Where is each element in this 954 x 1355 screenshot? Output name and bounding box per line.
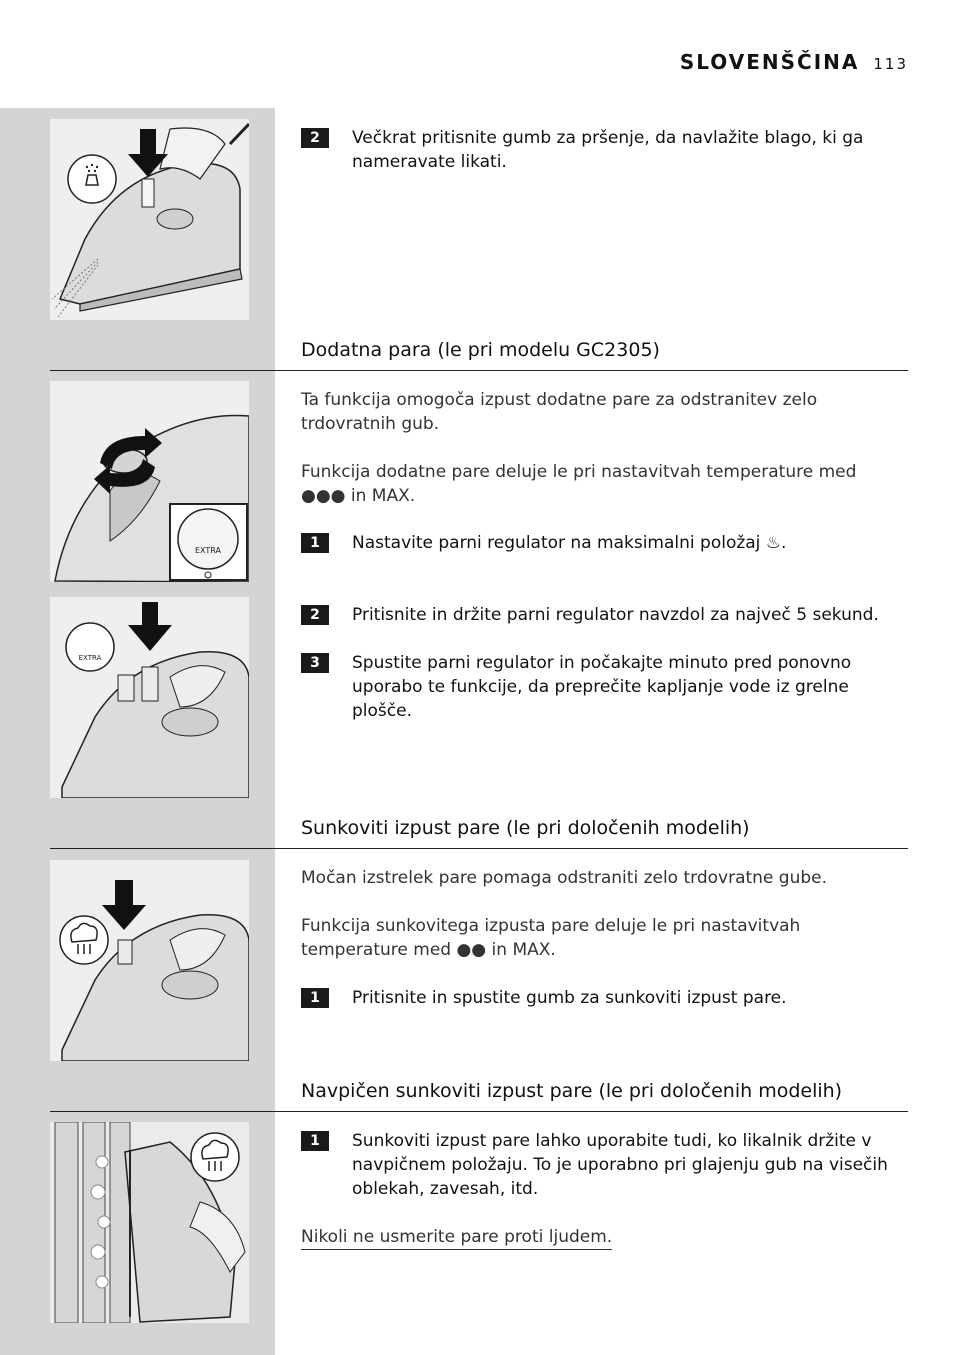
step-text: Večkrat pritisnite gumb za pršenje, da navlažite blago, ki ga nameravate likati. [352,128,864,172]
step-vertical-shot-1 [301,1129,906,1201]
step-extra-steam-3 [301,651,906,723]
intro-paragraph: Ta funkcija omogoča izpust dodatne pare za odstranitev zelo trdovratnih gub. [301,390,818,434]
intro-paragraph: Funkcija dodatne pare deluje le pri nastavitvah temperature med ●●● in MAX. [301,462,857,506]
section-divider [50,370,908,371]
figure-spray-button [50,119,249,320]
section-divider [50,1111,908,1112]
section-heading-extra-steam: Dodatna para (le pri modelu GC2305) [301,339,660,361]
step-spray [301,126,906,174]
section-heading-shot-of-steam: Sunkoviti izpust pare (le pri določenih modelih) [301,817,750,839]
step-number: 2 [301,128,329,148]
section-divider [50,848,908,849]
intro-paragraph: Močan izstrelek pare pomaga odstraniti zelo trdovratne gube. [301,868,828,888]
language-title: SLOVENŠČINA [679,50,860,74]
dial-extra-label: EXTRA [195,546,221,555]
step-text: Pritisnite in spustite gumb za sunkoviti izpust pare. [352,988,787,1008]
step-number: 1 [301,988,329,1008]
step-number: 3 [301,653,329,673]
figure-shot-of-steam [50,860,249,1061]
step-text: Sunkoviti izpust pare lahko uporabite tudi, ko likalnik držite v navpičnem položaju. To je uporabno pri glajenju gub na visečih oblekah, zavesah, itd. [352,1131,888,1199]
page-number: 113 [873,55,908,73]
step-text: Spustite parni regulator in počakajte minuto pred ponovno uporabo te funkcije, da preprečite kapljanje vode iz grelne plošče. [352,653,852,721]
figure-vertical-shot-of-steam [50,1122,249,1323]
step-number: 1 [301,1131,329,1151]
step-extra-steam-2 [301,603,906,627]
intro-paragraph: Funkcija sunkovitega izpusta pare deluje le pri nastavitvah temperature med ●● in MAX. [301,916,801,960]
step-number: 1 [301,533,329,553]
step-text: Nastavite parni regulator na maksimalni položaj ♨. [352,533,787,553]
figure-steam-dial [50,381,249,582]
section-heading-vertical-shot: Navpičen sunkoviti izpust pare (le pri določenih modelih) [301,1080,843,1102]
step-number: 2 [301,605,329,625]
figure-press-dial [50,597,249,798]
page-header [680,50,908,74]
step-shot-of-steam-1 [301,986,906,1010]
step-text: Pritisnite in držite parni regulator navzdol za največ 5 sekund. [352,605,879,625]
press-dial-extra-label: EXTRA [78,654,102,662]
step-extra-steam-1 [301,531,906,555]
warning-note: Nikoli ne usmerite pare proti ljudem. [301,1225,612,1250]
